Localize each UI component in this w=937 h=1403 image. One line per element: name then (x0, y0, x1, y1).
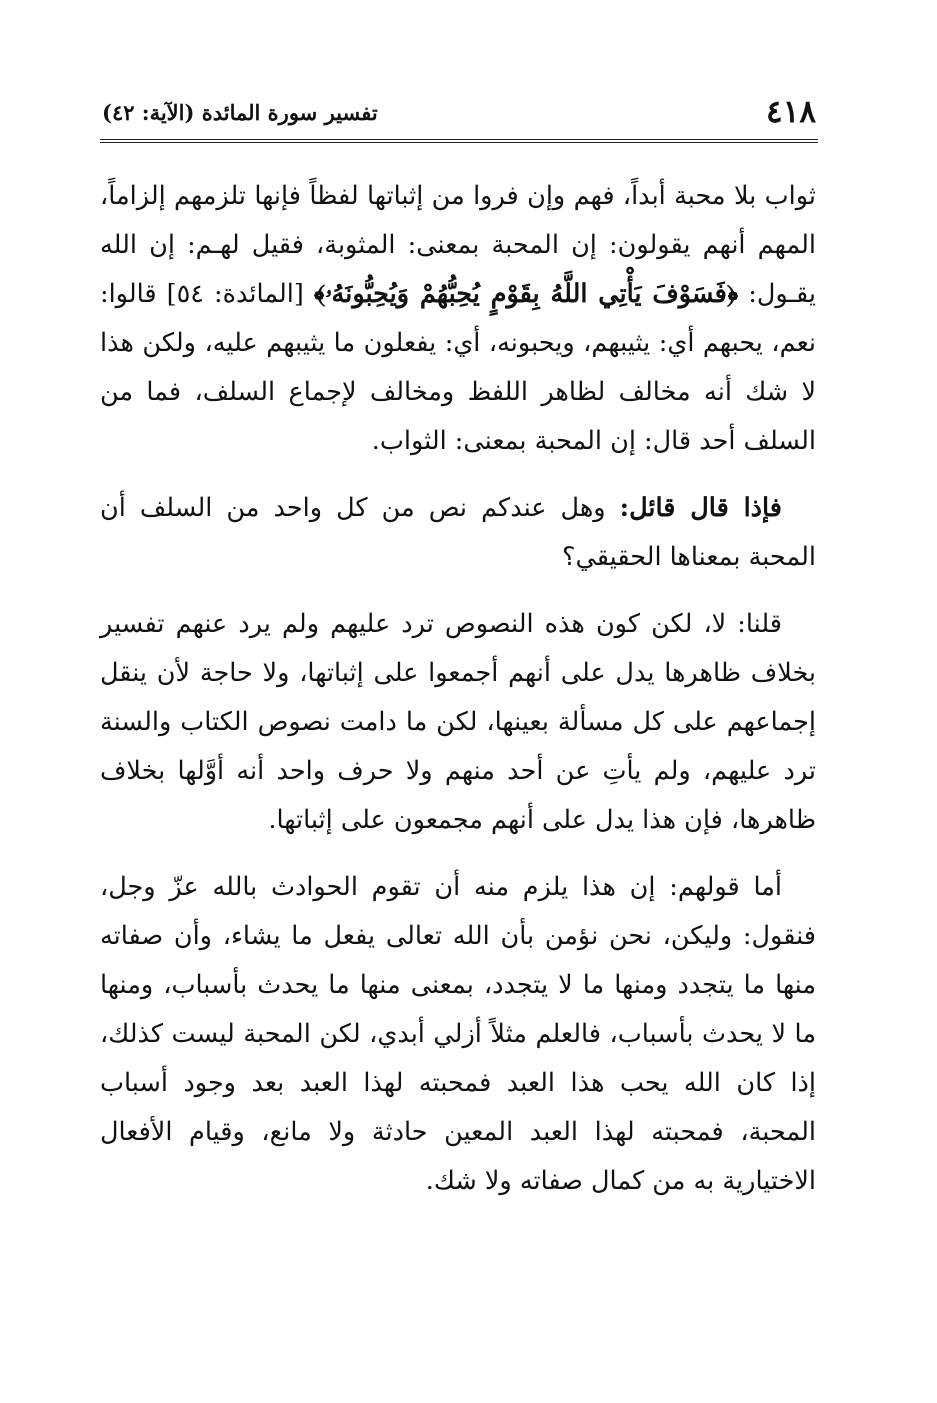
page-number: ٤١٨ (766, 94, 816, 130)
paragraph-2-lead: فإذا قال قائل: (619, 493, 782, 523)
paragraph-4 (100, 863, 816, 1206)
quran-verse: ﴿فَسَوْفَ يَأْتِي اللَّهُ بِقَوْمٍ يُحِبُّهُمْ وَيُحِبُّونَهُۥ﴾ (313, 279, 739, 309)
running-title: تفسير سورة المائدة (الآية: ٤٢) (102, 100, 378, 125)
page-body (100, 172, 816, 1224)
paragraph-4-text: أما قولهم: إن هذا يلزم منه أن تقوم الحوادث بالله عزّ وجل، فنقول: وليكن، نحن نؤمن بأن الله تعالى يفعل ما يشاء، وأن صفاته منها ما يتجدد ومنها ما لا يتجدد، بمعنى منها ما يحدث بأسباب، ومنها ما لا يحدث بأسباب، فالعلم مثلاً أزلي أبدي، لكن المحبة ليست كذلك، إذا كان الله يحب هذا العبد فمحبته لهذا العبد بعد وجود أسباب المحبة، فمحبته لهذا العبد المعين حادثة ولا مانع، وقيام الأفعال الاختيارية به من كمال صفاته ولا شك. (100, 872, 816, 1196)
paragraph-1 (100, 172, 816, 466)
paragraph-1-text-a: ثواب بلا محبة أبداً، فهم وإن فروا من إثباتها لفظاً فإنها تلزمهم إلزاماً، المهم أنهم يقولون: إن المحبة بمعنى: المثوبة، فقيل لهـم: إن الله يقـول: (100, 181, 816, 309)
paragraph-2-text: وهل عندكم نص من كل واحد من السلف أن المحبة بمعناها الحقيقي؟ (100, 493, 816, 572)
header-rule (100, 139, 818, 143)
paragraph-1-text-b: [المائدة: ٥٤] قالوا: نعم، يحبهم أي: يثيبهم، ويحبونه، أي: يفعلون ما يثيبهم عليه، ولكن هذا لا شك أنه مخالف لظاهر اللفظ ومخالف لإجماع السلف، فما من السلف أحد قال: إن المحبة بمعنى: الثواب. (100, 279, 817, 456)
paragraph-2 (100, 484, 816, 582)
paragraph-3-text: قلنا: لا، لكن كون هذه النصوص ترد عليهم ولم يرد عنهم تفسير بخلاف ظاهرها يدل على أنهم أجمعوا على إثباتها، ولا حاجة لأن ينقل إجماعهم على كل مسألة بعينها، لكن ما دامت نصوص الكتاب والسنة ترد عليهم، ولم يأتِ عن أحد منهم ولا حرف واحد أنه أوَّلها بخلاف ظاهرها، فإن هذا يدل على أنهم مجمعون على إثباتها. (100, 609, 816, 835)
page-header (100, 92, 818, 142)
paragraph-3 (100, 600, 816, 845)
